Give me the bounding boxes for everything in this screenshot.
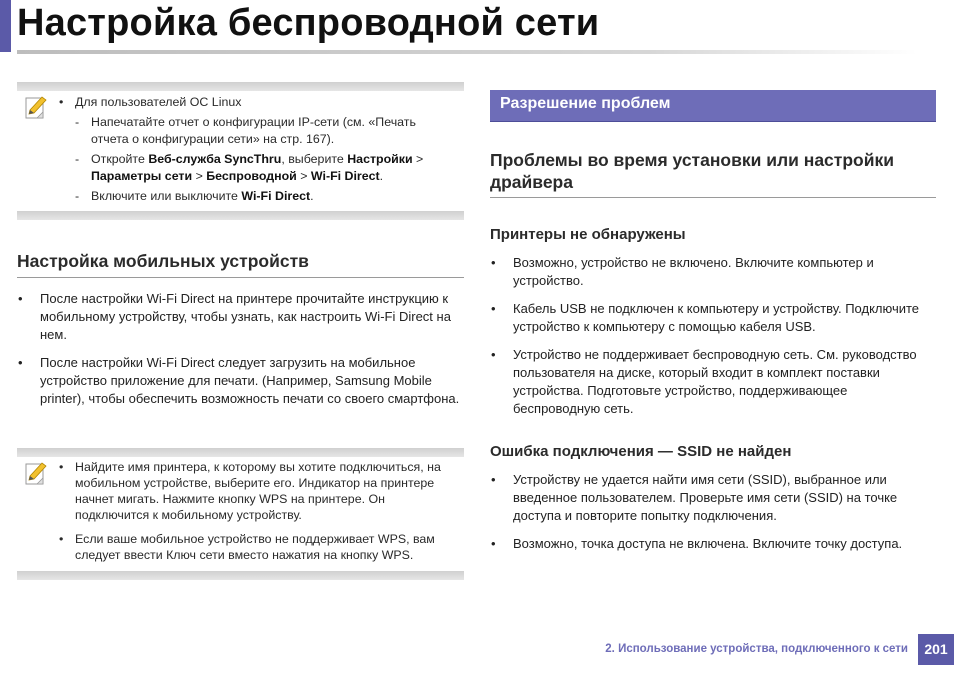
- ssid-item-2: • Возможно, точка доступа не включена. Включите точку доступа.: [490, 535, 936, 553]
- note-subitem-1: - Напечатайте отчет о конфигурации IP-сети (см. «Печать отчета о конфигурации сети» на стр. 167).: [17, 114, 456, 148]
- ssid-list: [490, 471, 936, 563]
- printers-item-1: • Возможно, устройство не включено. Включите компьютер и устройство.: [490, 254, 936, 290]
- note-top-band: [17, 82, 464, 91]
- note-box-linux: [17, 82, 464, 220]
- footer-chapter: 2. Использование устройства, подключенного к сети: [605, 643, 908, 655]
- note-item-linux: • Для пользователей ОС Linux - Напечатайте отчет о конфигурации IP-сети (см. «Печать отчета о конфигурации сети» на стр. 167). - Откройте Веб-служба SyncThru, выберите Настройки > Параметры сети > Беспроводной > Wi-Fi Direct. - Включите или выключите Wi-Fi Direct.: [17, 94, 456, 205]
- note-list: [17, 94, 456, 209]
- section-heading-mobile: Настройка мобильных устройств: [17, 251, 309, 271]
- page-number: 201: [918, 634, 954, 665]
- note-sublist: [75, 114, 456, 205]
- page-title: Настройка беспроводной сети: [17, 2, 600, 44]
- banner-label: Разрешение проблем: [500, 95, 671, 112]
- note-subitem-2: - Откройте Веб-служба SyncThru, выберите Настройки > Параметры сети > Беспроводной > Wi-Fi Direct.: [17, 151, 456, 185]
- mobile-list: [17, 290, 464, 418]
- side-accent-bar: [0, 0, 11, 52]
- note-top-band: [17, 448, 464, 457]
- printers-list: [490, 254, 936, 428]
- note-list: [17, 459, 462, 567]
- subheading-printers: Принтеры не обнаружены: [490, 226, 686, 243]
- note-bottom-band: [17, 211, 464, 220]
- note-bottom-band: [17, 571, 464, 580]
- section-heading-driver: Проблемы во время установки или настройки драйвера: [490, 150, 895, 192]
- printers-item-2: • Кабель USB не подключен к компьютеру и устройству. Подключите устройство к компьютеру с помощью кабеля USB.: [490, 300, 936, 336]
- note-item-2: • Если ваше мобильное устройство не поддерживает WPS, вам следует ввести Ключ сети вместо нажатия на кнопку WPS.: [17, 531, 462, 563]
- note-item-1: • Найдите имя принтера, к которому вы хотите подключиться, на мобильном устройстве, выберите его. Индикатор на принтере начнет мигать. Нажмите кнопку WPS на принтере. Он подключится к мобильному устройству.: [17, 459, 462, 523]
- title-rule: [17, 50, 917, 54]
- mobile-item-1: • После настройки Wi-Fi Direct на принтере прочитайте инструкцию к мобильному устройству, чтобы узнать, как настроить Wi-Fi Direct на нем.: [17, 290, 464, 344]
- mobile-item-2: • После настройки Wi-Fi Direct следует загрузить на мобильное устройство приложение для печати. (Например, Samsung Mobile printer), чтобы обеспечить возможность печати со своего смартфона.: [17, 354, 464, 408]
- note-subitem-3: - Включите или выключите Wi-Fi Direct.: [17, 188, 456, 205]
- note-box-wps: [17, 448, 464, 580]
- ssid-item-1: • Устройству не удается найти имя сети (SSID), выбранное или введенное пользователем. Проверьте имя сети (SSID) на точке доступа и повторите попытку подключения.: [490, 471, 936, 525]
- subheading-ssid: Ошибка подключения — SSID не найден: [490, 443, 792, 460]
- printers-item-3: • Устройство не поддерживает беспроводную сеть. См. руководство пользователя на диске, который входит в комплект поставки устройства. Подготовьте устройство, поддерживающее беспроводную сеть.: [490, 346, 936, 418]
- section-rule-mobile: [17, 277, 464, 278]
- section-banner: [490, 90, 936, 122]
- section-rule-driver: [490, 197, 936, 198]
